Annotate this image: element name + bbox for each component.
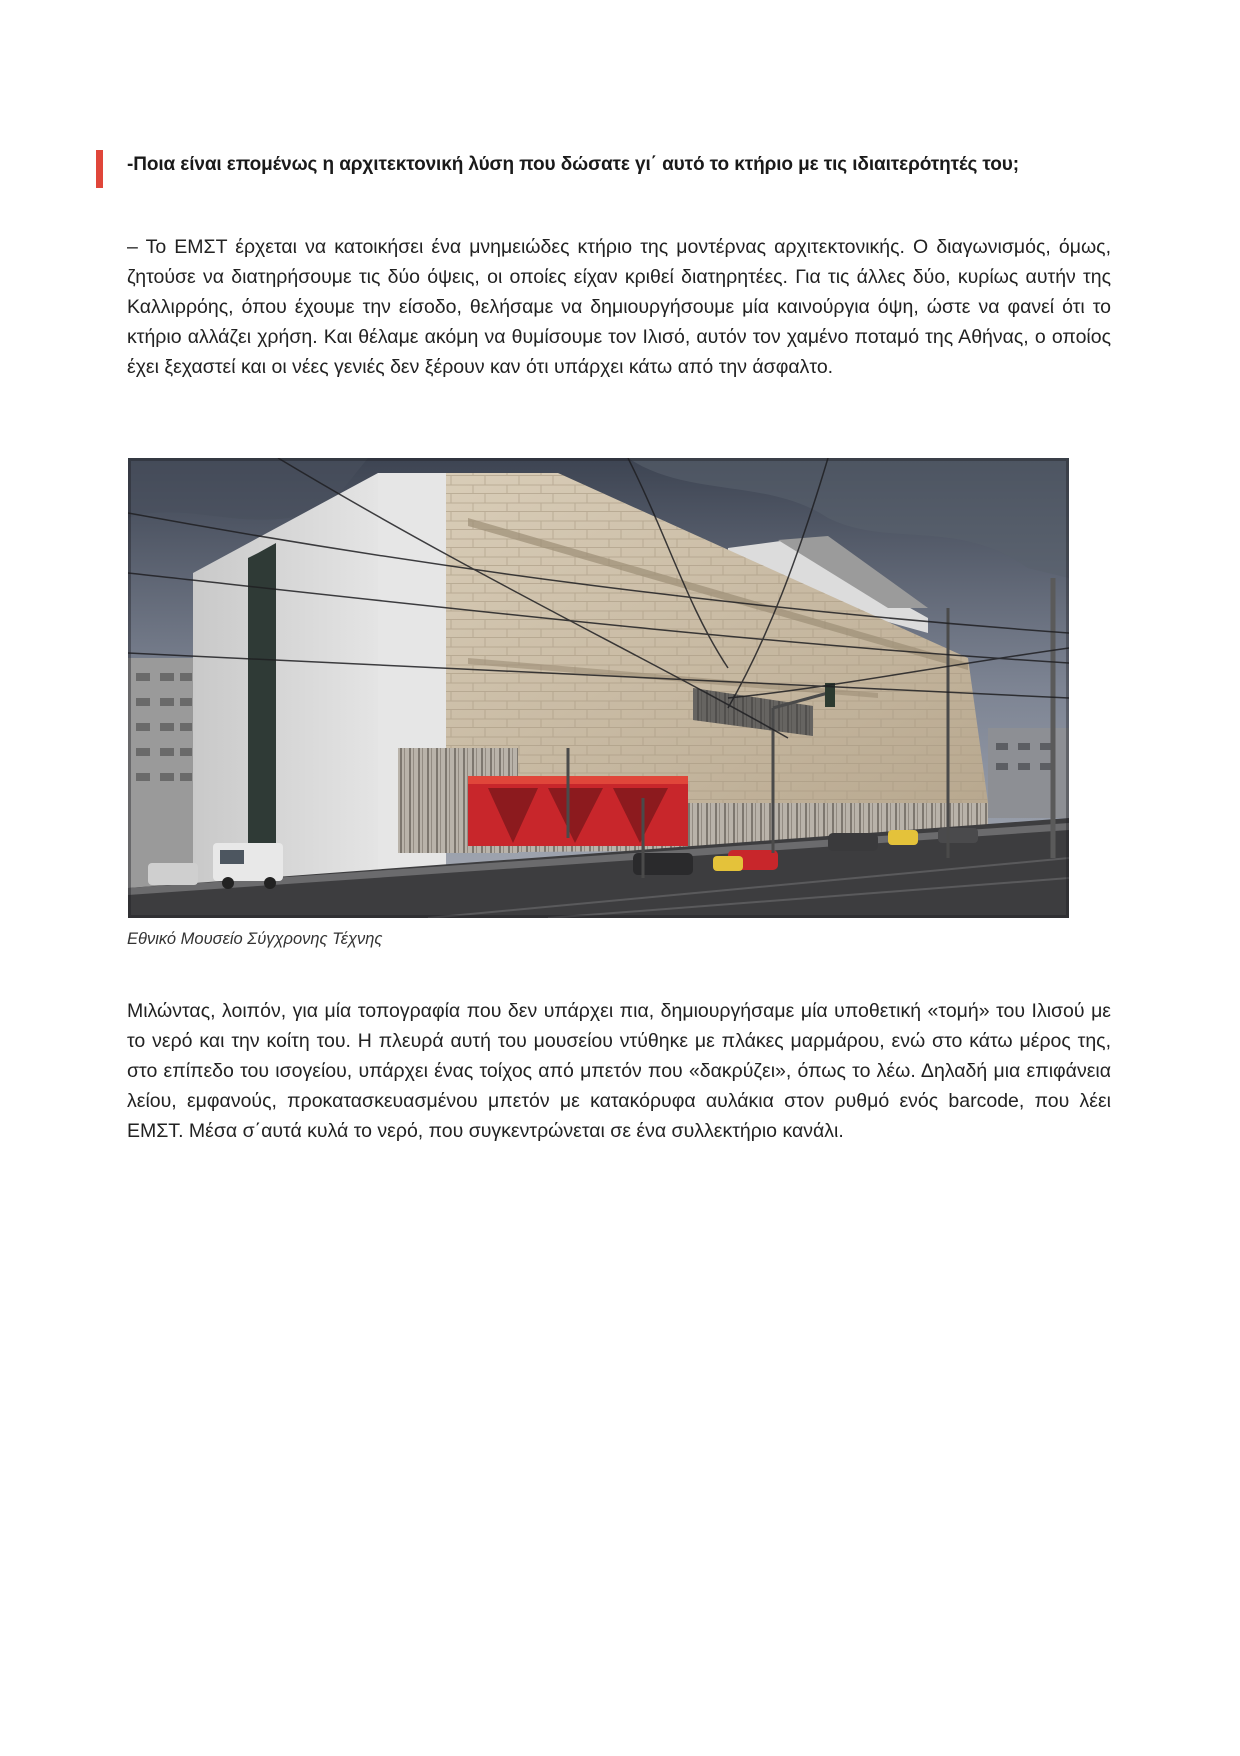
answer-paragraph-1: – Το ΕΜΣΤ έρχεται να κατοικήσει ένα μνημειώδες κτήριο της μοντέρνας αρχιτεκτονικής. Ο διαγωνισμός, όμως, ζητούσε να διατηρήσουμε τις δύο όψεις, οι οποίες είχαν κριθεί διατηρητέες. Για τις άλλες δύο, κυρίως αυτήν της Καλλιρρόης, όπου έχουμε την είσοδο, θελήσαμε να δημιουργήσουμε μία καινούργια όψη, ώστε να φανεί ότι το κτήριο αλλάζει χρήση. Και θέλαμε ακόμη να θυμίσουμε τον Ιλισό, αυτόν τον χαμένο ποταμό της Αθήνας, ο οποίος έχει ξεχαστεί και οι νέες γενιές δεν ξέρουν καν ότι υπάρχει κάτω από την άσφαλτο. xyxy=(127,236,1111,378)
question-accent-bar xyxy=(96,150,103,188)
answer-paragraph-2: Μιλώντας, λοιπόν, για μία τοπογραφία που δεν υπάρχει πια, δημιουργήσαμε μία υποθετική «τομή» του Ιλισού με το νερό και την κοίτη του. Η πλευρά αυτή του μουσείου ντύθηκε με πλάκες μαρμάρου, ενώ στο κάτω μέρος της, στο επίπεδο του ισογείου, υπάρχει ένας τοίχος από μπετόν που «δακρύζει», όπως το λέω. Δηλαδή μια επιφάνεια λείου, εμφανούς, προκατασκευασμένου μπετόν με κατακόρυφα αυλάκια στον ρυθμό ενός barcode, που λέει ΕΜΣΤ. Μέσα σ΄αυτά κυλά το νερό, που συγκεντρώνεται σε ένα συλλεκτήριο κανάλι. xyxy=(127,1000,1111,1142)
museum-photo xyxy=(128,458,1069,918)
question-text: -Ποια είναι επομένως η αρχιτεκτονική λύση που δώσατε γι΄ αυτό το κτήριο με τις ιδιαιτερότητές του; xyxy=(127,154,1019,175)
museum-building-illustration xyxy=(128,458,1069,918)
photo-caption: Εθνικό Μουσείο Σύγχρονης Τέχνης xyxy=(127,930,383,948)
interview-question xyxy=(96,148,1116,188)
